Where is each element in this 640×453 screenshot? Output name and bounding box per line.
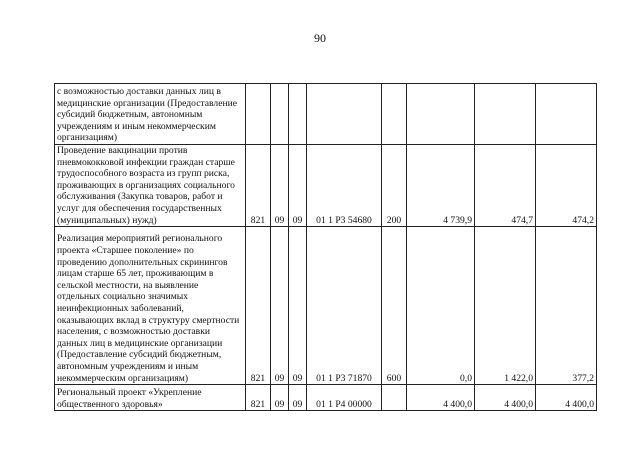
section-code: 09 xyxy=(271,145,289,227)
row-description: с возможностью доставки данных лиц в медицинские организации (Предоставление субсидий бюджетным, автономным учреждениям и иным некоммерческим организациям) xyxy=(55,84,246,145)
ministry-code: 821 xyxy=(246,227,271,385)
amount-year-2: 1 422,0 xyxy=(475,227,536,385)
section-code: 09 xyxy=(271,385,289,411)
amount-year-2: 474,7 xyxy=(475,145,536,227)
budget-table xyxy=(54,83,597,411)
subsection-code: 09 xyxy=(289,227,307,385)
ministry-code: 821 xyxy=(246,385,271,411)
expense-type-code xyxy=(382,84,407,145)
page-number: 90 xyxy=(314,31,326,45)
target-article-code: 01 1 Р4 00000 xyxy=(307,385,382,411)
target-article-code: 01 1 Р3 71870 xyxy=(307,227,382,385)
target-article-code xyxy=(307,84,382,145)
row-description: Реализация мероприятий регионального проекта «Старшее поколение» по проведению дополнительных скринингов лицам старше 65 лет, проживающим в сельской местности, на выявление отдельных социально значимых неинфекционных заболеваний, оказывающих вклад в структуру смертности населения, с возможностью доставки данных лиц в медицинские организации (Предоставление субсидий бюджетным, автономным учреждениям и иным некоммерческим организациям) xyxy=(55,227,246,385)
section-code xyxy=(271,84,289,145)
subsection-code xyxy=(289,84,307,145)
subsection-code: 09 xyxy=(289,385,307,411)
row-description: Проведение вакцинации против пневмококковой инфекции граждан старше трудоспособного возраста из групп риска, проживающих в организациях социального обслуживания (Закупка товаров, работ и услуг для обеспечения государственных (муниципальных) нужд) xyxy=(55,145,246,227)
amount-year-3: 4 400,0 xyxy=(536,385,597,411)
amount-year-1 xyxy=(407,84,475,145)
amount-year-1: 0,0 xyxy=(407,227,475,385)
ministry-code: 821 xyxy=(246,145,271,227)
expense-type-code: 200 xyxy=(382,145,407,227)
amount-year-2 xyxy=(475,84,536,145)
amount-year-2: 4 400,0 xyxy=(475,385,536,411)
section-code: 09 xyxy=(271,227,289,385)
amount-year-3 xyxy=(536,84,597,145)
table-row xyxy=(55,385,597,411)
amount-year-1: 4 739,9 xyxy=(407,145,475,227)
amount-year-3: 474,2 xyxy=(536,145,597,227)
table-row xyxy=(55,145,597,227)
amount-year-1: 4 400,0 xyxy=(407,385,475,411)
target-article-code: 01 1 Р3 54680 xyxy=(307,145,382,227)
amount-year-3: 377,2 xyxy=(536,227,597,385)
expense-type-code: 600 xyxy=(382,227,407,385)
subsection-code: 09 xyxy=(289,145,307,227)
table-row xyxy=(55,227,597,385)
row-description: Региональный проект «Укрепление общественного здоровья» xyxy=(55,385,246,411)
table-row xyxy=(55,84,597,145)
expense-type-code xyxy=(382,385,407,411)
ministry-code xyxy=(246,84,271,145)
